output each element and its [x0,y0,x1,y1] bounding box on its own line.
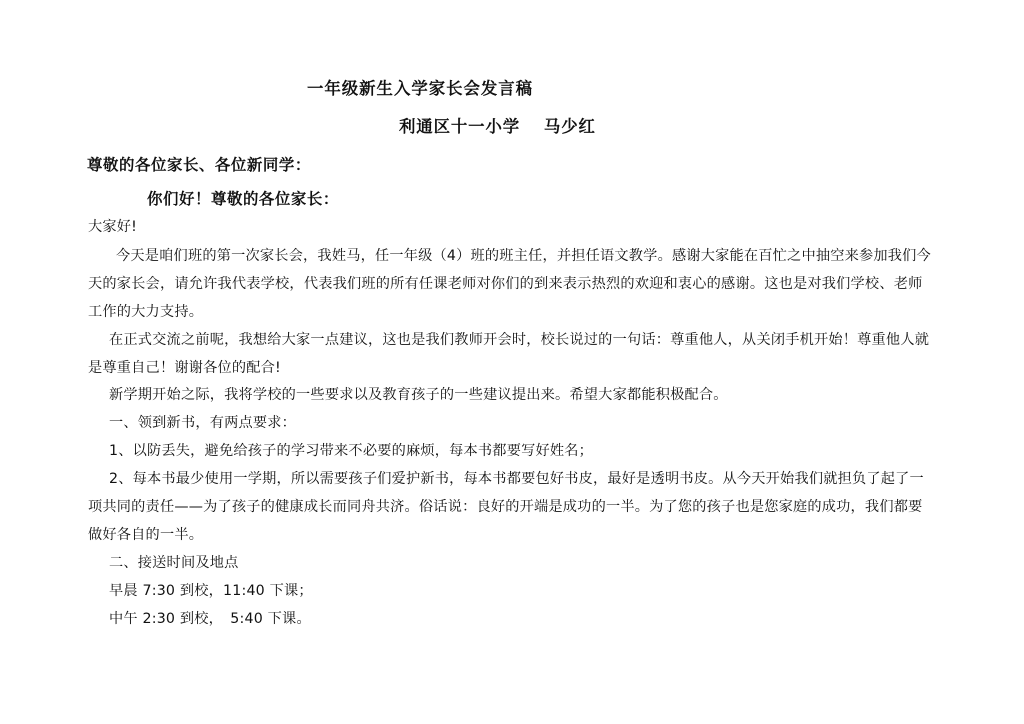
text-line-8: 一、领到新书，有两点要求： [109,415,297,431]
text-line-2: 今天是咱们班的第一次家长会，我姓马，任一年级（4）班的班主任，并担任语文教学。感谢大家能在百忙之中抽空来参加我们今 [116,248,931,264]
author-line: 利通区十一小学 马少红 [399,117,596,136]
salutation: 尊敬的各位家长、各位新同学： [87,156,311,174]
text-line-15: 中午 2:30 到校， 5:40 下课。 [109,611,311,627]
text-line-9: 1、以防丢失，避免给孩子的学习带来不必要的麻烦，每本书都要写好姓名； [109,443,594,459]
text-line-10: 2、每本书最少使用一学期，所以需要孩子们爱护新书，每本书都要包好书皮，最好是透明书皮。从今天开始我们就担负了起了一 [109,471,924,487]
text-line-11: 项共同的责任——为了孩子的健康成长而同舟共济。俗话说：良好的开端是成功的一半。为了您的孩子也是您家庭的成功，我们都要 [88,499,923,515]
text-line-1: 大家好! [88,219,138,235]
text-line-4: 工作的大力支持。 [88,304,204,320]
text-line-6: 是尊重自己！谢谢各位的配合! [88,360,281,376]
text-line-5: 在正式交流之前呢，我想给大家一点建议，这也是我们教师开会时，校长说过的一句话：尊重他人，从关闭手机开始！尊重他人就 [109,332,930,348]
text-line-13: 二、接送时间及地点 [109,555,239,571]
text-line-14: 早晨 7:30 到校，11:40 下课； [109,583,313,599]
text-line-12: 做好各自的一半。 [88,527,204,543]
greeting: 你们好！尊敬的各位家长： [147,190,339,208]
text-line-7: 新学期开始之际，我将学校的一些要求以及教育孩子的一些建议提出来。希望大家都能积极配合。 [109,387,728,403]
document-title: 一年级新生入学家长会发言稿 [307,79,534,98]
text-line-3: 天的家长会，请允许我代表学校，代表我们班的所有任课老师对你们的到来表示热烈的欢迎和衷心的感谢。这也是对我们学校、老师 [88,276,923,292]
